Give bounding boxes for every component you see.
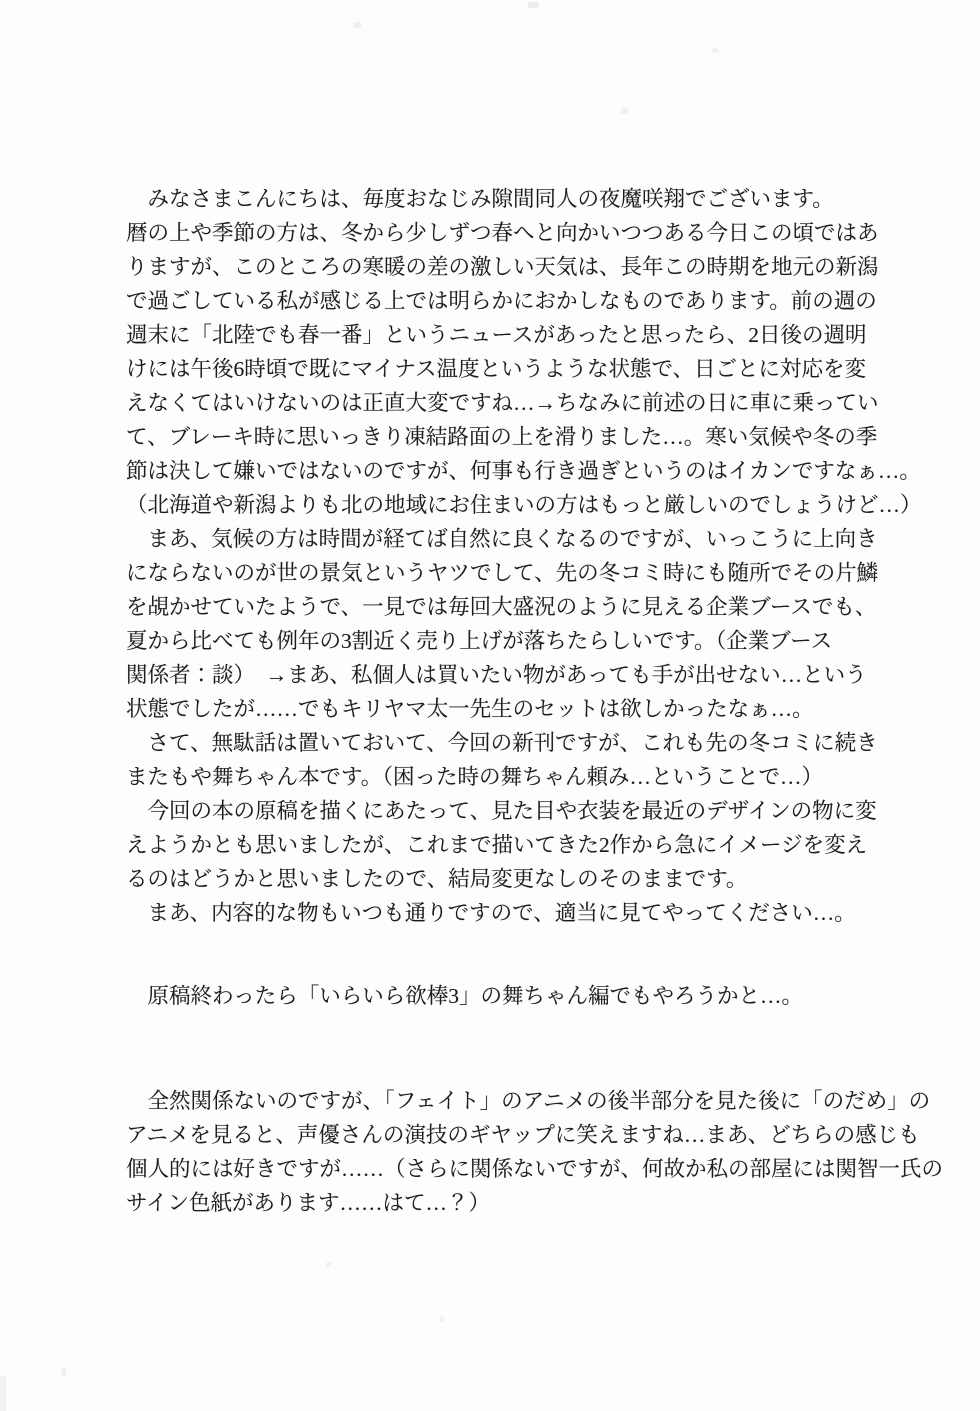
paragraph-main (126, 182, 926, 930)
text-line: て、ブレーキ時に思いっきり凍結路面の上を滑りました…。寒い気候や冬の季 (126, 425, 878, 449)
text-line: にならないのが世の景気というヤツでして、先の冬コミ時にも随所でその片鱗 (126, 561, 879, 585)
text-line: けには午後6時頃で既にマイナス温度というような状態で、日ごとに対応を変 (126, 357, 867, 381)
text-line: まあ、内容的な物もいつも通りですので、適当に見てやってください…。 (126, 901, 856, 925)
text-line: みなさまこんにちは、毎度おなじみ隙間同人の夜魔咲翔でございます。 (126, 187, 834, 211)
text-line: （北海道や新潟よりも北の地域にお住まいの方はもっと厳しいのでしょうけど…） (126, 493, 922, 517)
text-line: さて、無駄話は置いておいて、今回の新刊ですが、これも先の冬コミに続き (126, 731, 878, 755)
paragraph-postscript (126, 1084, 944, 1220)
text-line: まあ、気候の方は時間が経てば自然に良くなるのですが、いっこうに上向き (126, 527, 878, 551)
text-line: 個人的には好きですが……（さらに関係ないですが、何故か私の部屋には関智一氏の (126, 1157, 944, 1181)
afterword-text (126, 0, 944, 1220)
text-line: で過ごしている私が感じる上では明らかにおかしなものであります。前の週の (126, 289, 877, 313)
text-line: またもや舞ちゃん本です。（困った時の舞ちゃん頼み…ということで…） (126, 765, 824, 789)
text-line: えようかとも思いましたが、これまで描いてきた2作から急にイメージを変え (126, 833, 868, 857)
text-line: アニメを見ると、声優さんの演技のギヤップに笑えますね…まあ、どちらの感じも (126, 1123, 920, 1147)
scan-speck (440, 1316, 444, 1322)
text-line: 今回の本の原稿を描くにあたって、見た目や衣装を最近のデザインの物に変 (126, 799, 877, 823)
text-line: 節は決して嫌いではないのですが、何事も行き過ぎというのはイカンですなぁ…。 (126, 459, 921, 483)
scan-speck (326, 1262, 331, 1267)
text-line: 週末に「北陸でも春一番」というニュースがあったと思ったら、2日後の週明 (126, 323, 867, 347)
text-line: 原稿終わったら「いらいら欲棒3」の舞ちゃん編でもやろうかと…。 (126, 984, 804, 1008)
text-line: を覘かせていたようで、一見では毎回大盛況のように見える企業ブースでも、 (126, 595, 877, 619)
text-line: 関係者：談） →まあ、私個人は買いたい物があっても手が出せない…という (126, 663, 867, 687)
paragraph-next-plans (126, 979, 926, 1013)
text-line: るのはどうかと思いましたので、結局変更なしのそのままです。 (126, 867, 748, 891)
scan-edge-shadow (0, 1376, 6, 1411)
text-line: 全然関係ないのですが、「フェイト」のアニメの後半部分を見た後に「のだめ」の (126, 1089, 931, 1113)
text-line: 夏から比べても例年の3割近く売り上げが落ちたらしいです。（企業ブース (126, 629, 833, 653)
text-line: 暦の上や季節の方は、冬から少しずつ春へと向かいつつある今日この頃ではあ (126, 221, 879, 245)
text-line: えなくてはいけないのは正直大変ですね…→ちなみに前述の日に車に乗ってい (126, 391, 879, 415)
scan-speck (61, 1368, 66, 1376)
text-line: 状態でしたが……でもキリヤマ太一先生のセットは欲しかったなぁ…。 (126, 697, 814, 721)
text-line: サイン色紙があります……はて…？） (126, 1191, 490, 1215)
text-line: りますが、このところの寒暖の差の激しい天気は、長年この時期を地元の新潟 (126, 255, 879, 279)
